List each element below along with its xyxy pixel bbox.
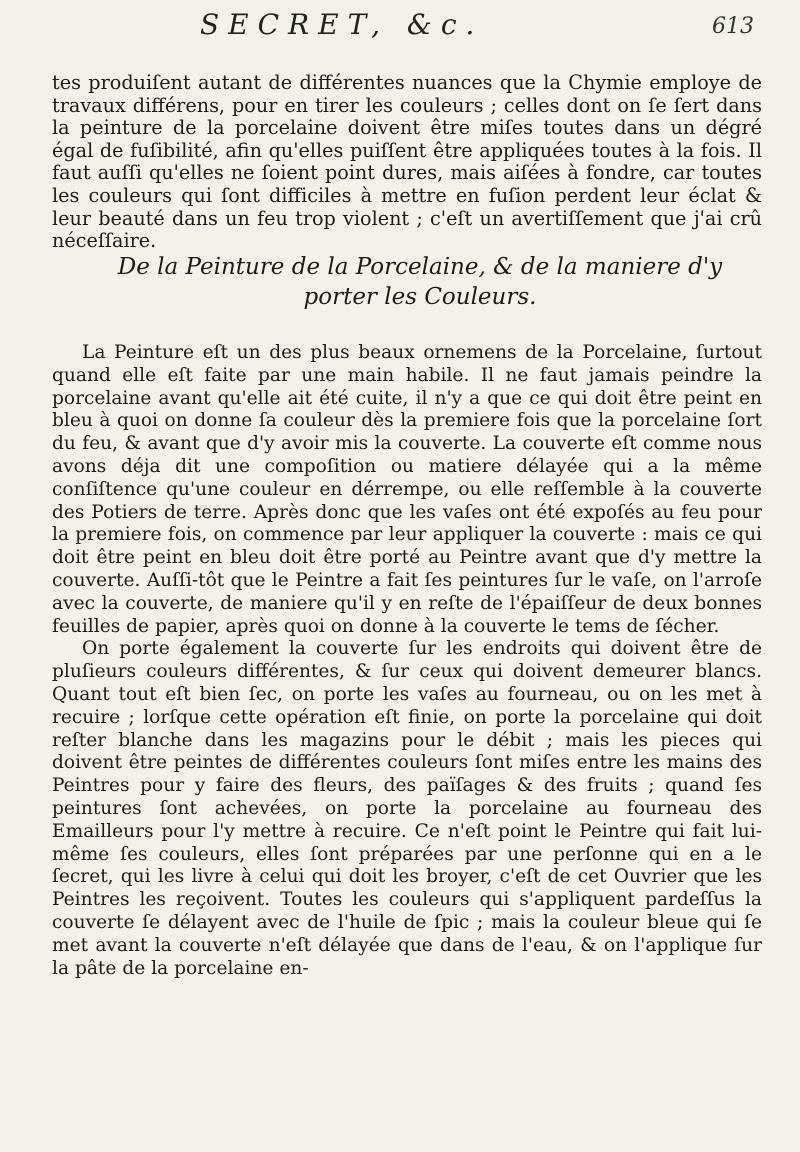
page-number: 613 (712, 14, 754, 39)
section-body (52, 342, 762, 980)
section-heading (80, 252, 760, 312)
paragraph-3: On porte également la couverte ſur les endroits qui doivent être de pluſieurs couleurs différentes, & ſur ceux qui doivent demeurer blancs. Quant tout eſt bien ſec, on porte les vaſes au fourneau, ou on les met à recuire ; lorſque cette opération eſt finie, on porte la porcelaine qui doit reſter blanche dans les magazins pour le débit ; mais les pieces qui doivent être peintes de différentes couleurs ſont miſes entre les mains des Peintres pour y faire des fleurs, des païſages & des fruits ; quand ſes peintures ſont achevées, on porte la porcelaine au fourneau des Emailleurs pour l'y mettre à recuire. Ce n'eſt point le Peintre qui fait lui-même ſes couleurs, elles ſont préparées par une perſonne qui en a le ſecret, qui les livre à celui qui doit les broyer, c'eſt de cet Ouvrier que les Peintres les reçoivent. Toutes les couleurs qui s'appliquent pardeſſus la couverte ſe délayent avec de l'huile de ſpic ; mais la couleur bleue qui ſe met avant la couverte n'eſt délayée que dans de l'eau, & on l'applique ſur la pâte de la porcelaine en- (52, 638, 762, 979)
running-title: SECRET, &c. (200, 8, 484, 41)
paragraph-continuation (52, 72, 762, 253)
paragraph-2: La Peinture eſt un des plus beaux ornemens de la Porcelaine, ſurtout quand elle eſt faite par une main habile. Il ne faut jamais peindre la porcelaine avant qu'elle ait été cuite, il n'y a que ce qui doit être peint en bleu à quoi on donne ſa couleur dès la premiere fois que la porcelaine ſort du feu, & avant que d'y avoir mis la couverte. La couverte eſt comme nous avons déja dit une compoſition ou matiere délayée qui a la même conſiſtence qu'une couleur en dérrempe, ou elle reſſemble à la couverte des Potiers de terre. Après donc que les vaſes ont été expoſés au feu pour la premiere fois, on commence par leur appliquer la couverte : mais ce qui doit être peint en bleu doit être porté au Peintre avant que d'y mettre la couverte. Auſſi-tôt que le Peintre a fait ſes peintures ſur le vaſe, on l'arroſe avec la couverte, de maniere qu'il y en reſte de l'épaiſſeur de deux bonnes feuilles de papier, après quoi on donne à la couverte le tems de ſécher. (52, 342, 762, 637)
section-heading-line-2: porter les Couleurs. (303, 284, 537, 310)
paragraph-1: tes produiſent autant de différentes nuances que la Chymie employe de travaux différens, pour en tirer les couleurs ; celles dont on ſe ſert dans la peinture de la porcelaine doivent être miſes toutes dans un dégré égal de fuſibilité, afin qu'elles puiſſent être appliquées toutes à la fois. Il faut auſſi qu'elles ne ſoient point dures, mais aiſées à fondre, car toutes les couleurs qui ſont difficiles à mettre en fuſion perdent leur éclat & leur beauté dans un feu trop violent ; c'eſt un avertiſſement que j'ai crû néceſſaire. (52, 71, 762, 253)
section-heading-line-1: De la Peinture de la Porcelaine, & de la maniere d'y (117, 254, 723, 280)
